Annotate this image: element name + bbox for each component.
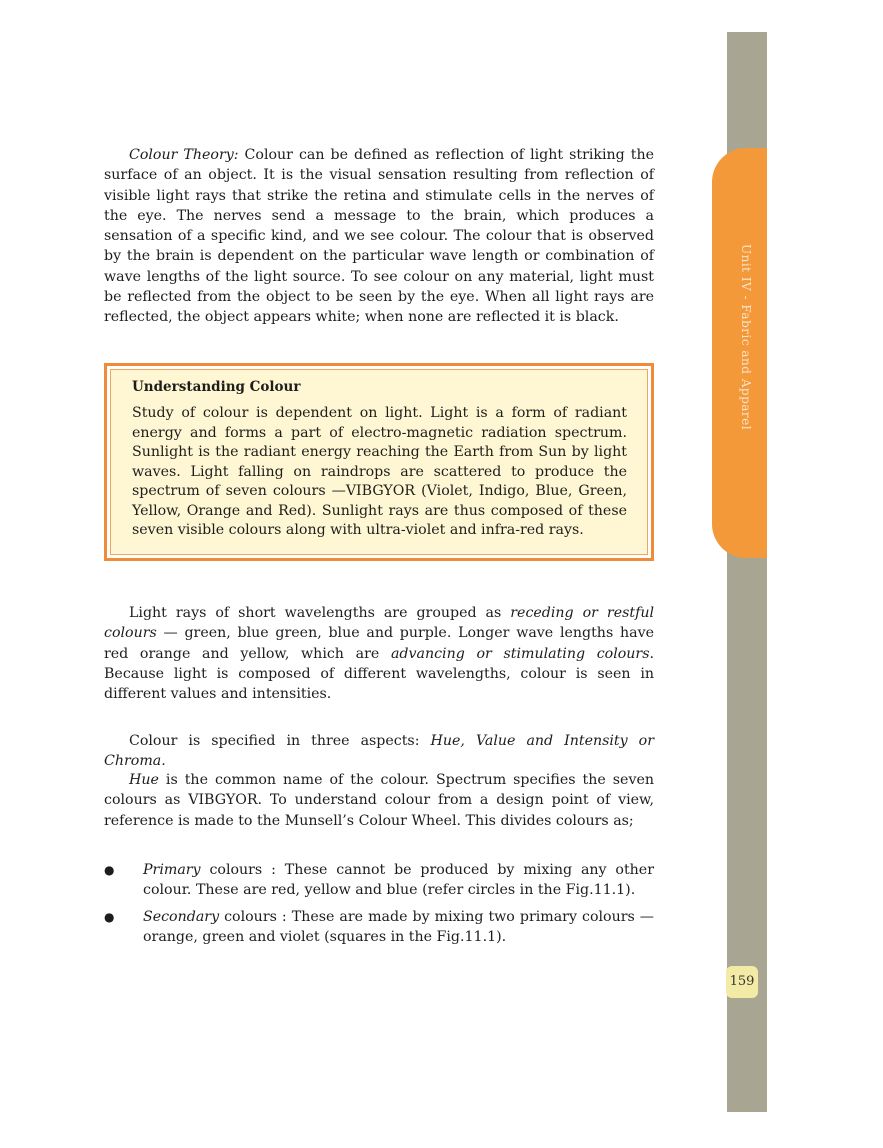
advancing-colours-term: advancing or stimulating colours (390, 645, 650, 662)
bullet-icon: ● (104, 909, 115, 924)
bullet-icon: ● (104, 863, 115, 877)
hue-term: Hue (129, 772, 159, 788)
wavelength-paragraph (104, 603, 654, 704)
secondary-text: colours : These are made by mixing two primary colours — orange, green and violet (squares in the Fig.11.1). (143, 908, 654, 945)
hue-text: is the common name of the colour. Spectrum specifies the seven colours as VIBGYOR. To understand colour from a design point of view, reference is made to the Munsell’s Colour Wheel. This divides colours as; (104, 772, 654, 829)
list-item-secondary (104, 907, 654, 948)
understanding-colour-box (104, 363, 654, 561)
wavelength-text-2: — green, blue green, blue and purple. Longer wave lengths have red orange and yellow, which are (104, 625, 654, 662)
list-item-primary (104, 860, 654, 901)
primary-term: Primary (143, 862, 201, 878)
wavelength-text-1: Light rays of short wavelengths are grouped as (129, 605, 511, 621)
colour-theory-paragraph (104, 145, 654, 328)
aspects-text: Colour is specified in three aspects: (129, 733, 431, 749)
secondary-term: Secondary (143, 908, 220, 925)
primary-text: colours : These cannot be produced by mixing any other colour. These are red, yellow and blue (refer circles in the Fig.11.1). (143, 862, 654, 899)
aspects-terms: Hue, Value and Intensity or Chroma. (104, 733, 654, 770)
receding-colours-term: receding or restful colours (104, 605, 654, 642)
hue-paragraph (104, 770, 654, 831)
aspects-paragraph (104, 731, 654, 772)
unit-label: Unit IV - Fabric and Apparel (739, 244, 753, 431)
colour-theory-lead: Colour Theory: (129, 147, 239, 163)
colour-types-list (104, 860, 654, 953)
box-text: Study of colour is dependent on light. Light is a form of radiant energy and forms a part of electro-magnetic radiation spectrum. Sunlight is the radiant energy reaching the Earth from Sun by light waves. Light falling on raindrops are scattered to produce the spectrum of seven colours —VIBGYOR (Violet, Indigo, Blue, Green, Yellow, Orange and Red). Sunlight rays are thus composed of these seven visible colours along with ultra-violet and infra-red rays. (132, 405, 627, 538)
box-title: Understanding Colour (132, 379, 301, 395)
understanding-colour-box-inner (110, 369, 648, 555)
wavelength-text-3: . Because light is composed of different wavelengths, colour is seen in different values and intensities. (104, 645, 654, 703)
colour-theory-text: Colour can be defined as reflection of light striking the surface of an object. It is the visual sensation resulting from reflection of visible light rays that strike the retina and stimulate cells in the nerves of the eye. The nerves send a message to the brain, which produces a sensation of a specific kind, and we see colour. The colour that is observed by the brain is dependent on the particular wave length or combination of wave lengths of the light source. To see colour on any material, light must be reflected from the object to be seen by the eye. When all light rays are reflected, the object appears white; when none are reflected it is black. (104, 147, 654, 326)
page-number: 159 (726, 966, 758, 998)
